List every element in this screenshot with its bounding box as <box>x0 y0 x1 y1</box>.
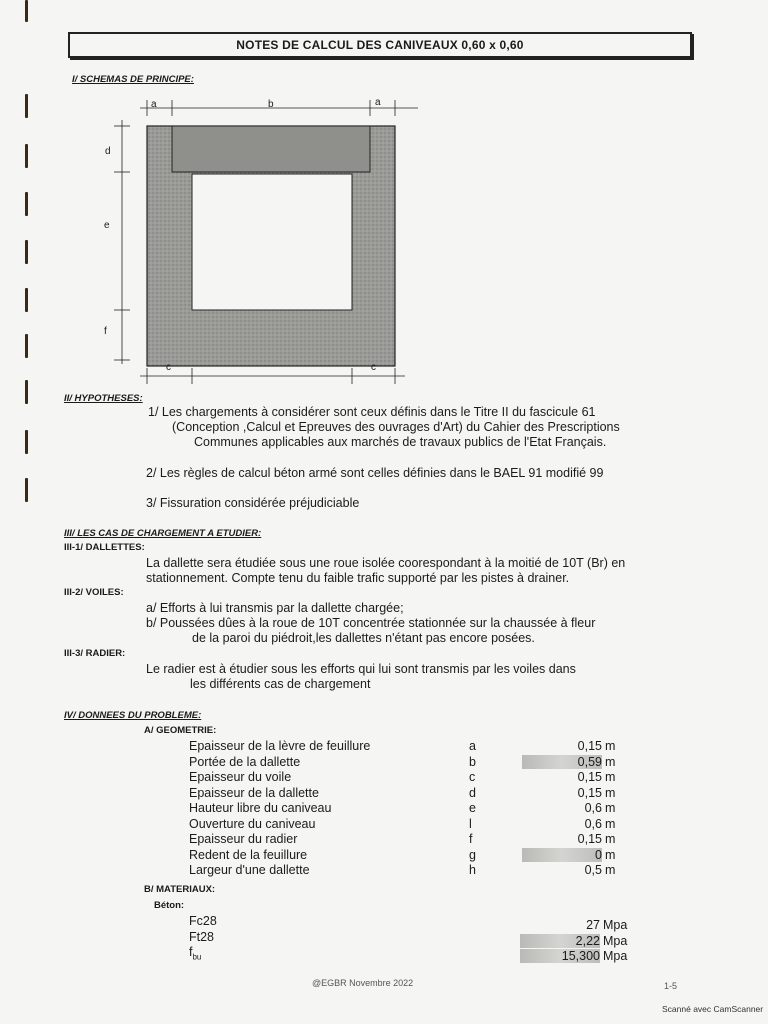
geometry-row-value: 0,15 <box>577 739 602 753</box>
section-2-heading: II/ HYPOTHESES: <box>64 393 143 404</box>
dallettes-line-1: La dallette sera étudiée sous une roue isolée coorespondant à la moitié de 10T (Br) en <box>146 556 626 570</box>
geometry-row-label: Largeur d'une dallette <box>189 863 310 877</box>
geometry-row-value: 0 <box>522 848 602 862</box>
geometry-row-label: Epaisseur de la dallette <box>189 785 319 800</box>
material-row-unit: Mpa <box>603 933 628 948</box>
dim-label-a-right: a <box>375 97 381 108</box>
materials-label: B/ MATERIAUX: <box>144 884 216 895</box>
radier-line-1: Le radier est à étudier sous les efforts qui lui sont transmis par les voiles dans <box>146 662 576 676</box>
geometry-row-label: Epaisseur du voile <box>189 770 292 784</box>
voiles-line-1: a/ Efforts à lui transmis par la dallette chargée; <box>146 601 404 615</box>
geometry-row-label: Ouverture du caniveau <box>189 816 316 831</box>
geometry-row-unit: m <box>605 847 616 862</box>
geometry-row-value: 0,59 <box>522 755 602 769</box>
geometry-row-symbol: a <box>469 739 476 753</box>
geometry-row-symbol: l <box>469 816 472 831</box>
hypothesis-1-line-1: 1/ Les chargements à considérer sont ceux définis dans le Titre II du fascicule 61 <box>148 405 596 419</box>
geometry-row-label: Portée de la dallette <box>189 754 301 769</box>
material-row-unit: Mpa <box>603 949 628 963</box>
hypothesis-1-line-2: (Conception ,Calcul et Epreuves des ouvrages d'Art) du Cahier des Prescriptions <box>172 420 620 434</box>
material-row-value: 27 <box>586 918 600 932</box>
geometry-row-unit: m <box>605 816 616 831</box>
dim-label-d: d <box>105 146 111 157</box>
geometry-row-symbol: g <box>469 847 476 862</box>
section-4-heading: IV/ DONNEES DU PROBLEME: <box>64 710 202 721</box>
material-row-unit: Mpa <box>603 918 628 932</box>
subsection-dallettes: III-1/ DALLETTES: <box>64 542 145 553</box>
section-3-heading: III/ LES CAS DE CHARGEMENT A ETUDIER: <box>64 528 262 539</box>
binder-marks <box>0 0 30 1024</box>
dim-label-a-left: a <box>151 99 157 110</box>
material-row-label <box>189 914 217 928</box>
material-symbol: f <box>189 945 193 959</box>
dim-label-e: e <box>104 220 110 231</box>
dim-label-b: b <box>268 99 274 110</box>
hypothesis-1-line-3: Communes applicables aux marchés de travaux publics de l'Etat Français. <box>194 435 607 449</box>
geometry-row-label: Epaisseur du radier <box>189 832 298 846</box>
material-row-label <box>189 930 214 944</box>
geometry-row-symbol: b <box>469 754 476 769</box>
scanner-watermark: Scanné avec CamScanner <box>662 1004 764 1014</box>
geometry-row-value: 0,5 <box>584 863 602 877</box>
geometry-row-unit: m <box>605 863 616 877</box>
material-row-label <box>189 945 201 962</box>
radier-line-2: les différents cas de chargement <box>190 677 371 691</box>
geometry-row-symbol: c <box>469 770 476 784</box>
geometry-row-value: 0,15 <box>577 785 602 800</box>
subsection-radier: III-3/ RADIER: <box>64 648 126 659</box>
dim-label-f: f <box>104 326 107 337</box>
material-row-value: 2,22 <box>520 934 600 948</box>
beton-label: Béton: <box>154 900 185 911</box>
geometry-row-value: 0,6 <box>584 816 602 831</box>
hypothesis-2: 2/ Les règles de calcul béton armé sont celles définies dans le BAEL 91 modifié 99 <box>146 466 604 480</box>
dim-label-c-right: c <box>371 362 376 373</box>
geometry-row-unit: m <box>605 801 616 815</box>
geometry-row-unit: m <box>605 739 616 753</box>
document-title: NOTES DE CALCUL DES CANIVEAUX 0,60 x 0,60 <box>68 32 692 58</box>
material-symbol: Fc28 <box>189 914 217 928</box>
geometry-row-unit: m <box>605 785 616 800</box>
geometry-row-label: Epaisseur de la lèvre de feuillure <box>189 739 371 753</box>
section-1-heading: I/ SCHEMAS DE PRINCIPE: <box>72 74 194 85</box>
geometry-row-unit: m <box>605 832 616 846</box>
voiles-line-2: b/ Poussées dûes à la roue de 10T concentrée stationnée sur la chaussée à fleur <box>146 616 596 630</box>
geometry-row-value: 0,6 <box>584 801 602 815</box>
dallettes-line-2: stationnement. Compte tenu du faible trafic supporté par les pistes à drainer. <box>146 571 570 585</box>
geometry-row-symbol: d <box>469 785 476 800</box>
culvert-cross-section-diagram <box>100 96 420 386</box>
geometry-row-label: Redent de la feuillure <box>189 847 308 862</box>
geometry-row-unit: m <box>605 754 616 769</box>
subsection-voiles: III-2/ VOILES: <box>64 587 124 598</box>
voiles-line-3: de la paroi du piédroit,les dallettes n'étant pas encore posées. <box>192 631 535 645</box>
material-symbol: Ft28 <box>189 929 215 944</box>
geometry-row-unit: m <box>605 770 616 784</box>
geometry-row-label: Hauteur libre du caniveau <box>189 801 332 815</box>
dim-label-c-left: c <box>166 362 171 373</box>
material-symbol-subscript: bu <box>192 952 202 962</box>
geometry-row-value: 0,15 <box>577 770 602 784</box>
hypothesis-3: 3/ Fissuration considérée préjudiciable <box>146 496 360 510</box>
geometry-row-symbol: h <box>469 863 476 877</box>
material-row-value: 15,300 <box>520 949 600 963</box>
page-number: 1-5 <box>664 981 678 991</box>
footer-credit: @EGBR Novembre 2022 <box>312 978 414 988</box>
geometry-row-symbol: e <box>469 801 476 815</box>
geometry-row-value: 0,15 <box>577 832 602 846</box>
geometry-row-symbol: f <box>469 832 473 846</box>
geometry-label: A/ GEOMETRIE: <box>144 725 217 736</box>
